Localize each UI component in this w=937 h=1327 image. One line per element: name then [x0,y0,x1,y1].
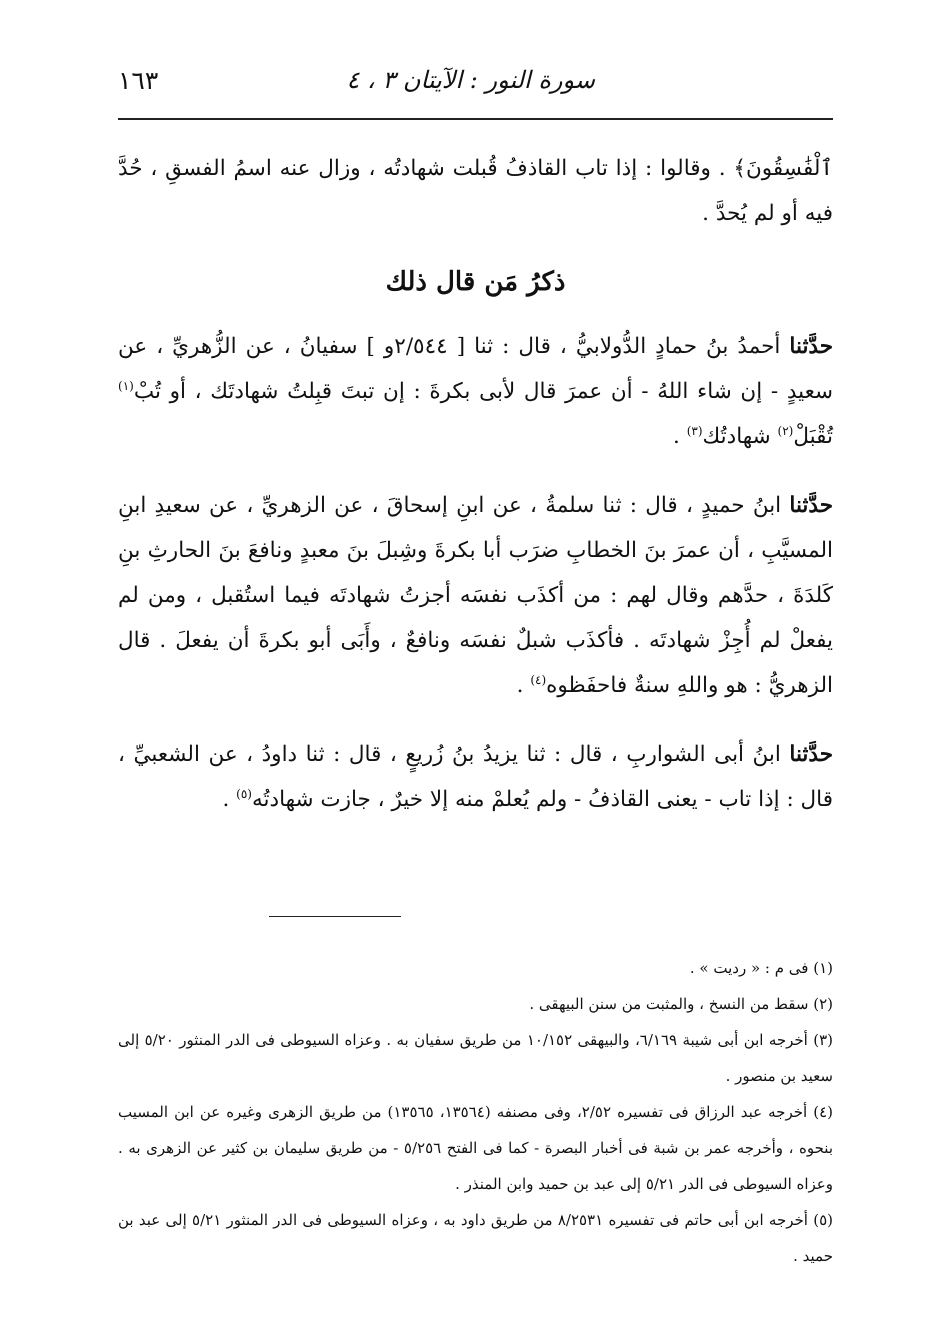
footnote-marker: (١) [118,378,134,393]
main-text [118,146,833,846]
footnote: (٤) أخرجه عبد الرزاق فى تفسيره ٢/٥٢، وفى مصنفه (١٣٥٦٤، ١٣٥٦٥) من طريق الزهرى وغيره عن ابن المسيب بنحوه ، وأخرجه عمر بن شبة فى أخبار البصرة - كما فى الفتح ٥/٢٥٦ - من طريق سليمان بن كثير عن الزهرى به . وعزاه السيوطى فى الدر ٥/٢١ إلى عبد بن حميد وابن المنذر . [118,1103,833,1193]
hadith-paragraph [118,732,833,822]
footnotes [118,950,833,1274]
hadith-lead-word: حدَّثنا [789,493,833,518]
hadith-text: شهادتُك [702,424,778,449]
intro-paragraph: ٱلْفَٰسِقُونَ﴾ . وقالوا : إذا تاب القاذفُ قُبلت شهادتُه ، وزال عنه اسمُ الفسقِ ، حُدَّ فيه أو لم يُحدَّ . [118,156,833,226]
hadith-end: . [222,787,237,812]
hadith-text: ابنُ حميدٍ ، قال : ثنا سلمةُ ، عن ابنِ إسحاقَ ، عن الزهريِّ ، عن سعيدِ ابنِ المسيَّبِ ، أن عمرَ بنَ الخطابِ ضرَب أبا بكرةَ وشِبلَ بنَ معبدٍ ونافعَ بنَ الحارثِ بنِ كَلدَةَ ، حدَّهم وقال لهم : من أكذَب نفسَه أجزتُ شهادتَه فيما استُقبل ، ومن لم يفعلْ لم أُجِزْ شهادتَه . فأكذَب شبلٌ نفسَه ونافعٌ ، وأَبَى أبو بكرةَ أن يفعلَ . قال الزهريُّ : هو واللهِ سنةٌ فاحفَظوه [118,493,833,698]
hadith-end: . [516,673,531,698]
hadith-lead-word: حدَّثنا [789,334,834,359]
section-heading: ذكرُ مَن قال ذلك [385,267,566,297]
footnote-marker: (٢) [777,423,794,438]
hadith-text: ابنُ أبى الشواربِ ، قال : ثنا يزيدُ بنُ زُريعٍ ، قال : ثنا داودُ ، عن الشعبيِّ ، قال : إذا تاب - يعنى القاذفُ - ولم يُعلمْ منه إلا خيرٌ ، جازت شهادتُه [118,742,833,812]
hadith-text: أحمدُ بنُ حمادٍ الدُّولابيُّ ، قال : ثنا [ ٢/٥٤٤و ] سفيانُ ، عن الزُّهريِّ ، عن سعيدٍ - إن شاء اللهُ - أن عمرَ قال لأبى بكرةَ : إن تبتَ قبِلتُ شهادتَك ، أو تُبْ [118,334,833,404]
footnote: (٢) سقط من النسخ ، والمثبت من سنن البيهقى . [529,995,833,1013]
running-title: سورة النور : الآيتان ٣ ، ٤ [346,66,595,94]
page-number: ١٦٣ [118,66,159,95]
hadith-paragraph [118,324,833,459]
footnote-separator [269,916,401,917]
footnote-marker: (٥) [236,786,252,801]
footnote-marker: (٤) [530,672,547,687]
header-rule [118,118,833,120]
hadith-paragraph [118,483,833,708]
book-page [118,0,833,1327]
page-header [118,66,833,110]
footnote-marker: (٣) [686,423,703,438]
hadith-end: . [673,424,687,449]
footnote: (١) فى م : « رديت » . [689,959,833,977]
hadith-text: تُقْبَلْ [793,424,833,449]
hadith-lead-word: حدَّثنا [789,742,833,767]
footnote: (٥) أخرجه ابن أبى حاتم فى تفسيره ٨/٢٥٣١ من طريق داود به ، وعزاه السيوطى فى الدر المنثور ٥/٢١ إلى عبد بن حميد . [118,1211,834,1265]
footnote: (٣) أخرجه ابن أبى شيبة ٦/١٦٩، والبيهقى ١٠/١٥٢ من طريق سفيان به . وعزاه السيوطى فى الدر المنثور ٥/٢٠ إلى سعيد بن منصور . [118,1031,833,1085]
